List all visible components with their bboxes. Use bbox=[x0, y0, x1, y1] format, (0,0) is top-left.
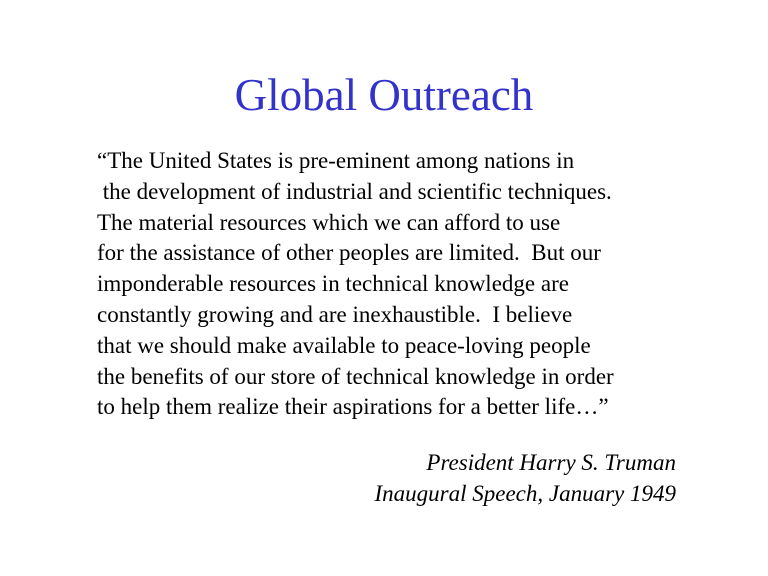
attribution-source: Inaugural Speech, January 1949 bbox=[374, 480, 676, 506]
quote-line: that we should make available to peace-loving people bbox=[97, 332, 591, 358]
quote-line: for the assistance of other peoples are limited. But our bbox=[97, 240, 601, 266]
quote-block bbox=[97, 146, 717, 423]
slide-title: Global Outreach bbox=[234, 70, 534, 120]
quote-line: constantly growing and are inexhaustible. I believe bbox=[97, 301, 573, 327]
quote-line: to help them realize their aspirations for a better life…” bbox=[97, 394, 609, 420]
attribution bbox=[300, 448, 676, 510]
quote-line: “The United States is pre-eminent among nations in bbox=[97, 148, 575, 173]
quote-line: the benefits of our store of technical knowledge in order bbox=[97, 363, 614, 389]
quote-line: The material resources which we can afford to use bbox=[97, 209, 561, 235]
attribution-speaker: President Harry S. Truman bbox=[426, 450, 676, 475]
quote-line: the development of industrial and scientific techniques. bbox=[97, 178, 612, 204]
quote-line: imponderable resources in technical knowledge are bbox=[97, 271, 569, 297]
